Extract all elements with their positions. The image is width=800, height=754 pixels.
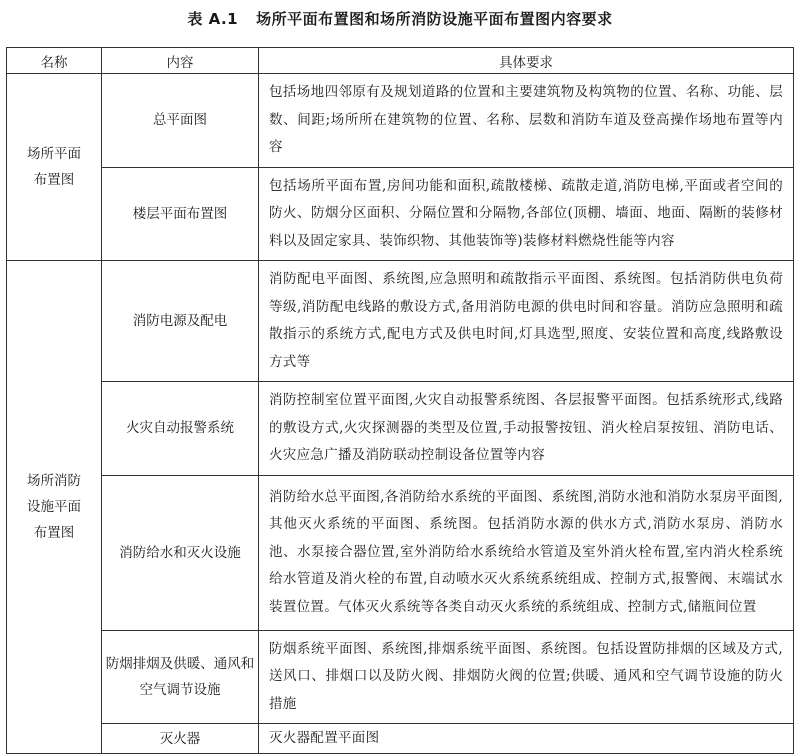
content-cell: 消防电源及配电	[102, 261, 259, 382]
content-cell: 消防给水和灭火设施	[102, 475, 259, 630]
content-cell: 楼层平面布置图	[102, 167, 259, 261]
content-cell: 火灾自动报警系统	[102, 382, 259, 476]
group-name-cell	[7, 261, 102, 754]
requirement-cell: 包括场地四邻原有及规划道路的位置和主要建筑物及构筑物的位置、名称、功能、层数、间距;场所所在建筑物的位置、名称、层数和消防车道及登高操作场地布置等内容	[259, 74, 794, 168]
requirement-cell: 灭火器配置平面图	[259, 724, 794, 754]
header-content: 内容	[102, 48, 259, 74]
content-cell: 总平面图	[102, 74, 259, 168]
table-caption: 场所平面布置图和场所消防设施平面布置图内容要求	[256, 10, 613, 28]
table-row	[7, 475, 794, 630]
table-row	[7, 382, 794, 476]
table-row	[7, 724, 794, 754]
requirements-table	[6, 47, 794, 754]
table-row	[7, 261, 794, 382]
group-name-cell	[7, 74, 102, 261]
header-row	[7, 48, 794, 74]
requirement-cell: 消防配电平面图、系统图,应急照明和疏散指示平面图、系统图。包括消防供电负荷等级,消防配电线路的敷设方式,备用消防电源的供电时间和容量。消防应急照明和疏散指示的系统方式,配电方式及供电时间,灯具选型,照度、安装位置和高度,线路敷设方式等	[259, 261, 794, 382]
table-row	[7, 74, 794, 168]
content-cell: 灭火器	[102, 724, 259, 754]
table-title	[0, 8, 800, 29]
table-row	[7, 630, 794, 724]
table-row	[7, 167, 794, 261]
requirement-cell: 消防给水总平面图,各消防给水系统的平面图、系统图,消防水池和消防水泵房平面图,其他灭火系统的平面图、系统图。包括消防水源的供水方式,消防水泵房、消防水池、水泵接合器位置,室外消防给水系统给水管道及室外消火栓布置,室内消火栓系统给水管道及消火栓的布置,自动喷水灭火系统系统组成、控制方式,报警阀、末端试水装置位置。气体灭火系统等各类自动灭火系统的系统组成、控制方式,储瓶间位置	[259, 475, 794, 630]
table-number: 表 A.1	[187, 10, 239, 28]
requirement-cell: 包括场所平面布置,房间功能和面积,疏散楼梯、疏散走道,消防电梯,平面或者空间的防火、防烟分区面积、分隔位置和分隔物,各部位(顶棚、墙面、地面、隔断的装修材料以及固定家具、装饰织物、其他装饰等)装修材料燃烧性能等内容	[259, 167, 794, 261]
content-cell: 防烟排烟及供暖、通风和空气调节设施	[102, 630, 259, 724]
header-name: 名称	[7, 48, 102, 74]
header-requirement: 具体要求	[259, 48, 794, 74]
group-name: 场所平面布置图	[27, 146, 81, 188]
requirement-cell: 消防控制室位置平面图,火灾自动报警系统图、各层报警平面图。包括系统形式,线路的敷设方式,火灾探测器的类型及位置,手动报警按钮、消火栓启泵按钮、消防电话、火灾应急广播及消防联动控制设备位置等内容	[259, 382, 794, 476]
group-name: 场所消防设施平面布置图	[27, 473, 81, 541]
requirement-cell: 防烟系统平面图、系统图,排烟系统平面图、系统图。包括设置防排烟的区域及方式,送风口、排烟口以及防火阀、排烟防火阀的位置;供暖、通风和空气调节设施的防火措施	[259, 630, 794, 724]
